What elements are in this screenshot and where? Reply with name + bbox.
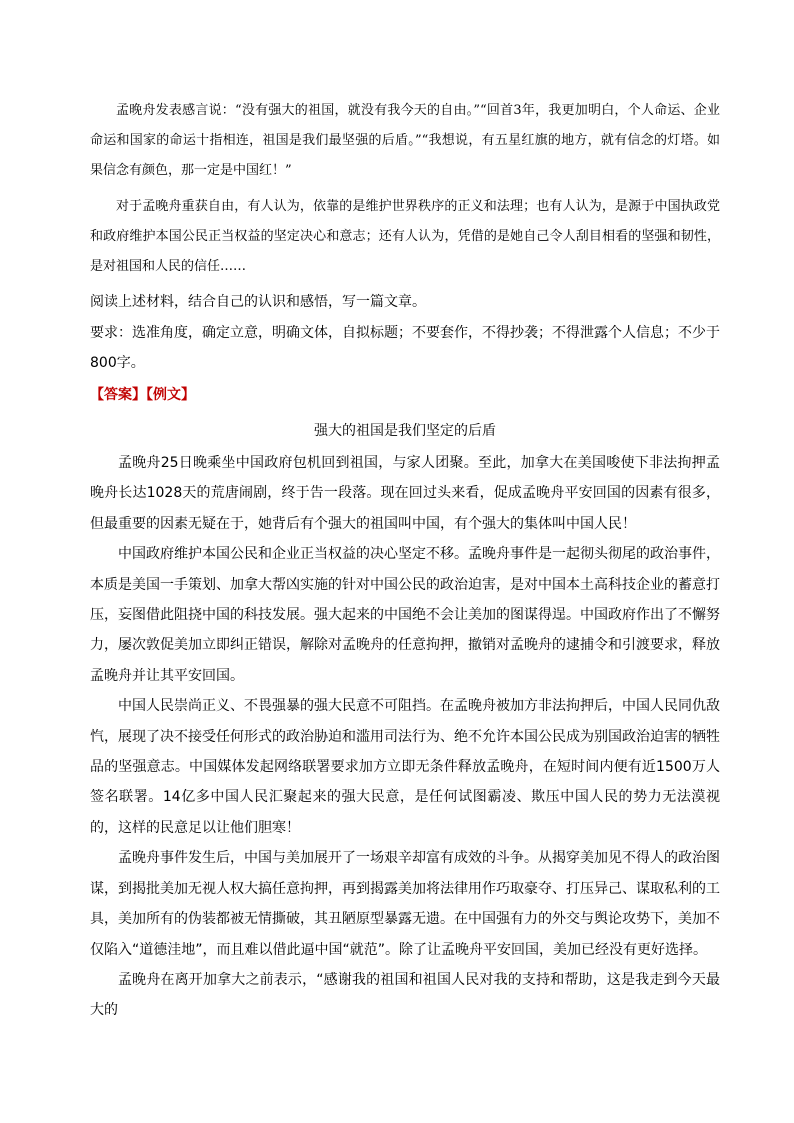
essay-body bbox=[90, 448, 720, 1026]
essay-paragraph: 孟晚舟在离开加拿大之前表示，“感谢我的祖国和祖国人民对我的支持和帮助，这是我走到今天最大的 bbox=[90, 971, 720, 1019]
essay-paragraph: 中国政府维护本国公民和企业正当权益的决心坚定不移。孟晚舟事件是一起彻头彻尾的政治事件，本质是美国一手策划、加拿大帮凶实施的针对中国公民的政治迫害，是对中国本土高科技企业的蓄意打压，妄图借此阻挠中国的科技发展。强大起来的中国绝不会让美加的图谋得逞。中国政府作出了不懈努力，屡次敦促美加立即纠正错误，解除对孟晚舟的任意拘押，撤销对孟晚舟的逮捕令和引渡要求，释放孟晚舟并让其平安回国。 bbox=[90, 546, 720, 684]
essay-paragraph: 中国人民崇尚正义、不畏强暴的强大民意不可阻挡。在孟晚舟被加方非法拘押后，中国人民同仇敌忾，展现了决不接受任何形式的政治胁迫和滥用司法行为、绝不允许本国公民成为别国政治迫害的牺牲品的坚强意志。中国媒体发起网络联署要求加方立即无条件释放孟晚舟，在短时间内便有近1500万人签名联署。14亿多中国人民汇聚起来的强大民意，是任何试图霸凌、欺压中国人民的势力无法漠视的，这样的民意足以让他们胆寒！ bbox=[90, 698, 720, 836]
material-quote-paragraph: 孟晚舟发表感言说：“没有强大的祖国，就没有我今天的自由。”“回首3年，我更加明白，个人命运、企业命运和国家的命运十指相连，祖国是我们最坚强的后盾。”“我想说，有五星红旗的地方，就有信念的灯塔。如果信念有颜色，那一定是中国红！” bbox=[90, 103, 720, 178]
essay-title: 强大的祖国是我们坚定的后盾 bbox=[314, 423, 496, 439]
material-opinions-paragraph: 对于孟晚舟重获自由，有人认为，依靠的是维护世界秩序的正义和法理；也有人认为，是源于中国执政党和政府维护本国公民正当权益的坚定决心和意志；还有人认为，凭借的是她自己令人刮目相看的坚强和韧性，是对祖国和人民的信任…… bbox=[90, 199, 720, 274]
writing-prompt: 阅读上述材料，结合自己的认识和感悟，写一篇文章。 bbox=[90, 294, 426, 310]
writing-requirement: 要求：选准角度，确定立意，明确文体，自拟标题；不要套作，不得抄袭；不得泄露个人信息；不少于800字。 bbox=[90, 325, 720, 371]
answer-label: 【答案】【例文】 bbox=[90, 387, 195, 403]
essay-paragraph: 孟晚舟事件发生后，中国与美加展开了一场艰辛却富有成效的斗争。从揭穿美加见不得人的政治图谋，到揭批美加无视人权大搞任意拘押，再到揭露美加将法律用作巧取豪夺、打压异己、谋取私利的工具，美加所有的伪装都被无情撕破，其丑陋原型暴露无遗。在中国强有力的外交与舆论攻势下，美加不仅陷入“道德洼地”，而且难以借此逼中国“就范”。除了让孟晚舟平安回国，美加已经没有更好选择。 bbox=[90, 850, 720, 958]
essay-paragraph: 孟晚舟25日晚乘坐中国政府包机回到祖国，与家人团聚。至此，加拿大在美国唆使下非法拘押孟晚舟长达1028天的荒唐闹剧，终于告一段落。现在回过头来看，促成孟晚舟平安回国的因素有很多，但最重要的因素无疑在于，她背后有个强大的祖国叫中国，有个强大的集体叫中国人民！ bbox=[90, 455, 720, 532]
